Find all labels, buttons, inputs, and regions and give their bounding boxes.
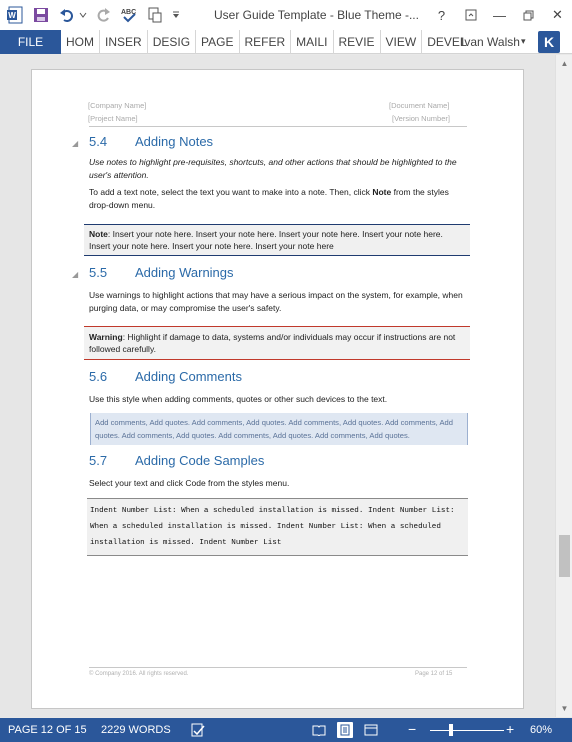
footer-page-number: Page 12 of 15 xyxy=(415,671,453,677)
title-bar xyxy=(0,0,572,30)
user-menu-caret[interactable]: ▾ xyxy=(521,36,526,46)
svg-text:ABC: ABC xyxy=(121,9,137,16)
code-intro: Select your text and click Code from the styles menu. xyxy=(89,478,290,488)
status-bar xyxy=(0,718,572,742)
heading-number: 5.4 xyxy=(89,134,108,149)
heading-text: Adding Comments xyxy=(135,369,242,384)
word-count[interactable]: 2229 WORDS xyxy=(101,724,171,736)
heading-text: Adding Code Samples xyxy=(135,453,265,468)
collapse-heading-icon[interactable]: ◢ xyxy=(72,139,79,148)
header-project-name: [Project Name] xyxy=(88,114,138,123)
tab-view[interactable]: VIEW xyxy=(381,30,423,54)
warning-text: : Highlight if damage to data, systems and/or individuals may occur if instructions are not followed carefully. xyxy=(89,332,456,354)
minimize-button[interactable]: — xyxy=(493,7,506,23)
print-layout-icon[interactable] xyxy=(337,722,353,738)
tab-home[interactable]: HOM xyxy=(61,30,100,54)
window-title: User Guide Template - Blue Theme -... xyxy=(214,8,419,22)
zoom-slider[interactable] xyxy=(430,730,504,731)
heading-number: 5.7 xyxy=(89,453,108,468)
scroll-down-icon[interactable]: ▼ xyxy=(560,704,569,713)
undo-icon[interactable] xyxy=(56,4,78,26)
svg-text:W: W xyxy=(8,11,16,20)
chevron-down-icon[interactable] xyxy=(78,4,88,26)
header-version-number: [Version Number] xyxy=(392,114,450,123)
notes-body xyxy=(89,186,469,212)
heading-adding-comments xyxy=(89,369,242,384)
header-rule xyxy=(89,126,467,127)
close-button[interactable]: ✕ xyxy=(552,7,563,22)
document-page xyxy=(31,69,524,709)
customize-toolbar-icon[interactable] xyxy=(170,4,182,26)
collapse-heading-icon[interactable]: ◢ xyxy=(72,270,79,279)
help-button[interactable]: ? xyxy=(437,7,446,23)
tab-design[interactable]: DESIG xyxy=(148,30,196,54)
notes-intro: Use notes to highlight pre-requisites, shortcuts, and other actions that should be highlighted to the user's attention. xyxy=(89,157,457,180)
redo-icon[interactable] xyxy=(92,4,114,26)
ribbon-tabs xyxy=(0,30,572,54)
header-document-name: [Document Name] xyxy=(389,101,450,110)
zoom-level[interactable]: 60% xyxy=(530,724,553,736)
heading-number: 5.6 xyxy=(89,369,108,384)
restore-icon[interactable] xyxy=(514,0,543,30)
comments-intro: Use this style when adding comments, quotes or other such devices to the text. xyxy=(89,394,388,404)
heading-adding-warnings xyxy=(89,265,234,280)
ribbon-display-options-icon[interactable] xyxy=(456,0,485,30)
warnings-intro: Use warnings to highlight actions that may have a serious impact on the system, for example, when purging data, or may compromise the user's safety. xyxy=(89,290,463,313)
zoom-slider-thumb[interactable] xyxy=(449,724,453,736)
scroll-up-icon[interactable]: ▲ xyxy=(560,59,569,68)
note-label: Note xyxy=(89,229,108,239)
zoom-out-button[interactable]: − xyxy=(408,721,417,737)
document-area xyxy=(0,55,555,717)
tab-mailings[interactable]: MAILI xyxy=(291,30,333,54)
notes-body-suffix: from the styles drop-down menu. xyxy=(89,187,449,210)
web-layout-icon[interactable] xyxy=(363,722,379,738)
heading-adding-notes xyxy=(89,134,213,149)
note-text: : Insert your note here. Insert your note here. Insert your note here. Insert your note here. Insert your note here. Insert your note here. Insert your note here xyxy=(89,229,443,251)
vertical-scrollbar[interactable] xyxy=(555,55,572,717)
save-icon[interactable] xyxy=(30,4,52,26)
footer-rule xyxy=(89,667,467,668)
tab-file[interactable]: FILE xyxy=(0,30,61,54)
warning-box xyxy=(84,326,470,360)
note-box xyxy=(84,224,470,256)
scrollbar-thumb[interactable] xyxy=(559,535,570,577)
tab-developer[interactable]: DEVEL xyxy=(427,34,467,49)
quick-access-toolbar xyxy=(0,0,182,30)
proofing-icon[interactable] xyxy=(190,722,206,738)
notes-body-bold: Note xyxy=(372,187,392,197)
tab-page-layout[interactable]: PAGE xyxy=(196,30,239,54)
tab-review[interactable]: REVIE xyxy=(334,30,381,54)
tab-references[interactable]: REFER xyxy=(240,30,292,54)
warning-label: Warning xyxy=(89,332,123,342)
header-company-name: [Company Name] xyxy=(88,101,147,110)
touch-mode-icon[interactable] xyxy=(144,4,166,26)
footer-copyright: © Company 2016. All rights reserved. xyxy=(89,671,189,677)
heading-text: Adding Notes xyxy=(135,134,214,149)
spelling-icon[interactable] xyxy=(118,4,140,26)
zoom-in-button[interactable]: + xyxy=(506,721,515,737)
page-count[interactable]: PAGE 12 OF 15 xyxy=(8,724,87,736)
heading-text: Adding Warnings xyxy=(135,265,234,280)
avatar[interactable]: K xyxy=(538,31,560,53)
tab-insert[interactable]: INSER xyxy=(100,30,148,54)
read-mode-icon[interactable] xyxy=(311,722,327,738)
user-name[interactable]: Ivan Walsh xyxy=(461,35,520,49)
code-box: Indent Number List: When a scheduled installation is missed. Indent Number List: When a scheduled installation is missed. Indent Number List: When a scheduled installation is missed. Indent Number List xyxy=(87,498,468,556)
heading-number: 5.5 xyxy=(89,265,108,280)
word-app-icon[interactable] xyxy=(4,4,26,26)
heading-adding-code-samples xyxy=(89,453,264,468)
notes-body-prefix: To add a text note, select the text you want to make into a note. Then, click xyxy=(89,187,373,197)
comment-box: Add comments, Add quotes. Add comments, Add quotes. Add comments, Add quotes. Add comments, Add quotes. Add comments, Add quotes. Add comments, Add quotes. Add comments, Add quotes. xyxy=(90,413,468,445)
